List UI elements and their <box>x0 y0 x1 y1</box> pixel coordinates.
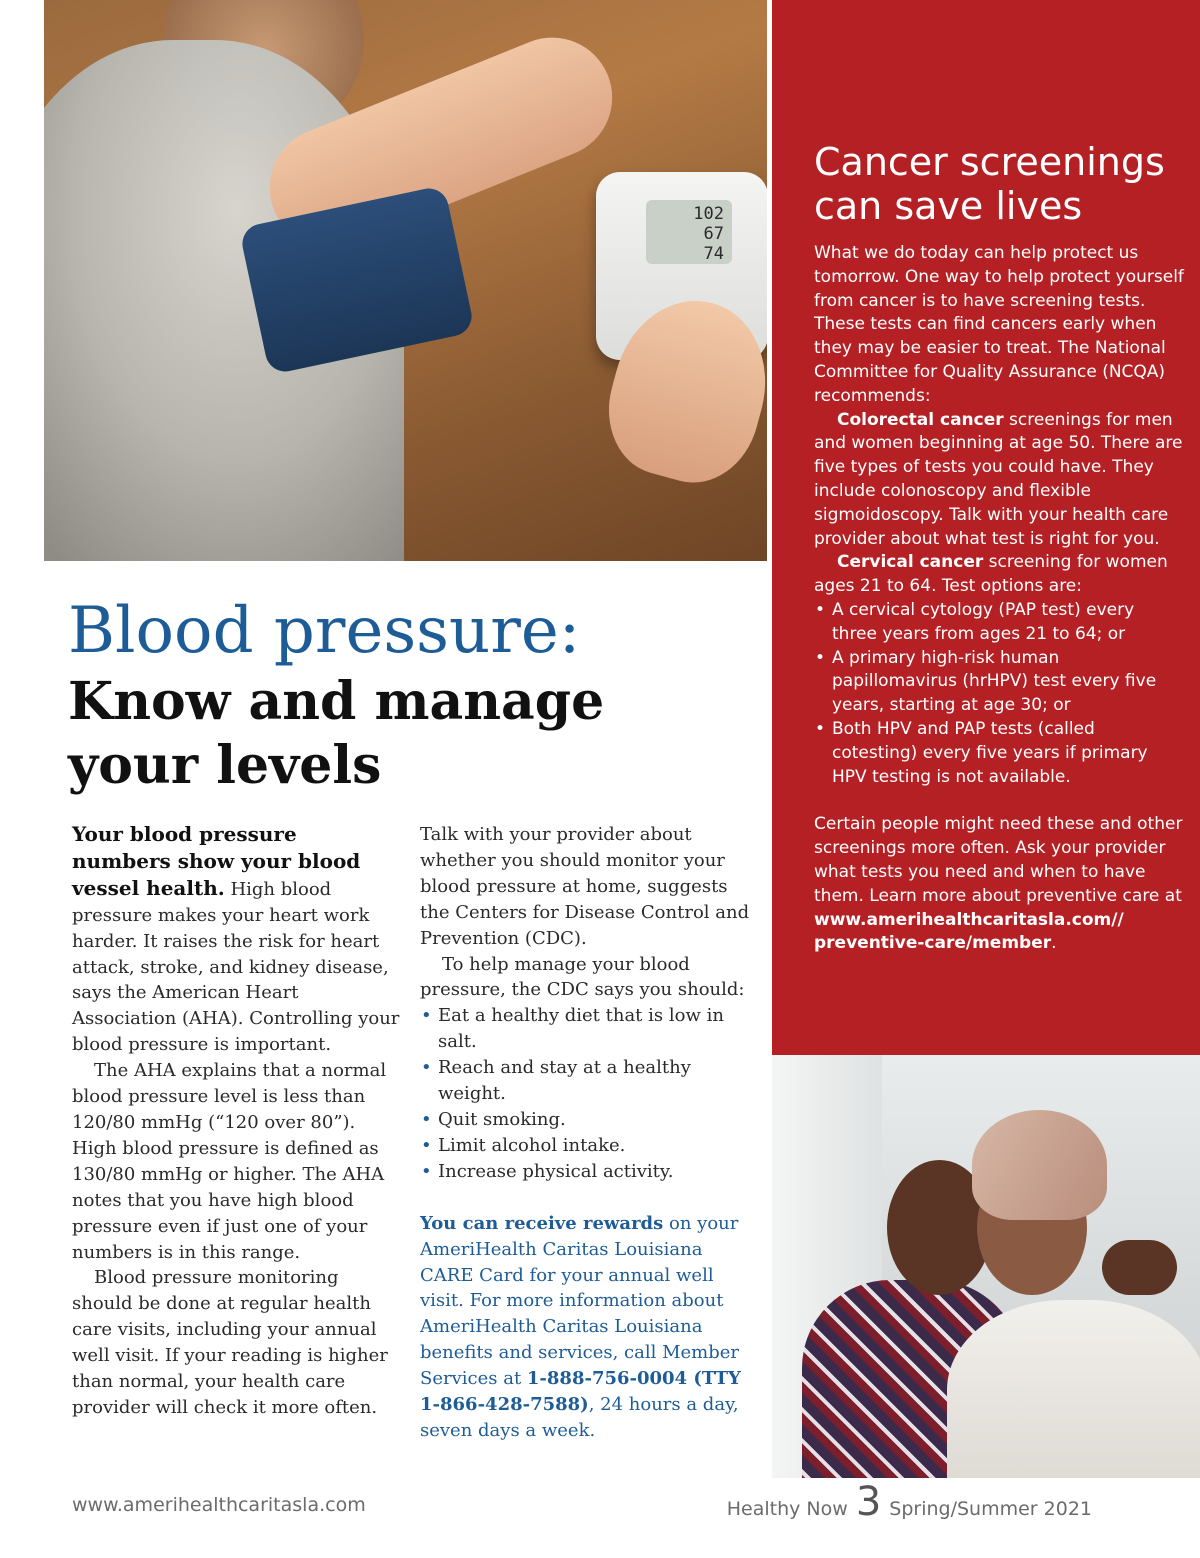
colorectal-heading: Colorectal cancer <box>837 409 1004 430</box>
article-headline <box>68 592 748 798</box>
article-title: Blood pressure: <box>68 594 581 668</box>
list-item: • Quit smoking. <box>420 1107 760 1133</box>
sidebar-closing <box>814 813 1184 956</box>
article-column-2 <box>420 822 760 1444</box>
list-item: • Both HPV and PAP tests (called cotesting) every five years if primary HPV testing is not available. <box>814 718 1184 789</box>
page-number: 3 <box>855 1479 882 1525</box>
rewards-text: on your AmeriHealth Caritas Louisiana CARE Card for your annual well visit. For more information about AmeriHealth Caritas Louisiana benefits and services, call Member Services at <box>420 1212 739 1390</box>
monitor-reading-diastolic: 67 <box>703 224 724 244</box>
cervical-heading: Cervical cancer <box>837 552 984 573</box>
list-item: • Eat a healthy diet that is low in salt. <box>420 1003 760 1055</box>
cervical-test-options-list <box>814 599 1184 789</box>
hand-on-shoulder <box>1102 1240 1177 1295</box>
list-item: • Increase physical activity. <box>420 1159 760 1185</box>
footer-website[interactable]: www.amerihealthcaritasla.com <box>72 1494 366 1516</box>
closing-text: Certain people might need these and other screenings more often. Ask your provider what tests you need and when to have them. Learn more about preventive care at <box>814 814 1183 906</box>
list-item: • Limit alcohol intake. <box>420 1133 760 1159</box>
list-item: • A primary high-risk human papillomavirus (hrHPV) test every five years, starting at age 30; or <box>814 647 1184 718</box>
closing-period: . <box>1051 933 1057 954</box>
white-sweater <box>947 1300 1200 1478</box>
article-column-1 <box>72 822 402 1421</box>
paragraph-5: To help manage your blood pressure, the CDC says you should: <box>420 953 745 1001</box>
issue-name: Spring/Summer 2021 <box>889 1498 1092 1520</box>
paragraph-4: Talk with your provider about whether you should monitor your blood pressure at home, suggests the Centers for Disease Control and Prevention (CDC). <box>420 824 750 949</box>
lead-sentence: Your blood pressure numbers show your blood vessel health. <box>72 822 361 900</box>
rewards-lead: You can receive rewards <box>420 1212 664 1234</box>
monitor-reading-systolic: 102 <box>693 204 724 224</box>
paragraph-3: Blood pressure monitoring should be done at regular health care visits, including your annual well visit. If your reading is higher than normal, your health care provider will check it more often. <box>72 1267 388 1418</box>
list-item: • A cervical cytology (PAP test) every three years from ages 21 to 64; or <box>814 599 1184 647</box>
sidebar-content <box>814 140 1184 956</box>
cervical-text: screening for women ages 21 to 64. Test options are: <box>814 552 1168 597</box>
sidebar-intro: What we do today can help protect us tomorrow. One way to help protect yourself from cancer is to have screening tests. These tests can find cancers early when they may be easier to treat. The National Committee for Quality Assurance (NCQA) recommends: <box>814 243 1184 406</box>
article-subtitle-line1: Know and manage <box>68 671 605 732</box>
preventive-care-link[interactable]: www.amerihealthcaritasla.com// preventive-care/member <box>814 909 1124 954</box>
member-services-phone[interactable]: 1-888-756-0004 (TTY 1-866-428-7588) <box>420 1368 741 1416</box>
paragraph-2: The AHA explains that a normal blood pressure level is less than 120/80 mmHg (“120 over 80”). High blood pressure is defined as 130/80 mmHg or higher. The AHA notes that you have high blood pressure even if just one of your numbers is in this range. <box>72 1060 387 1263</box>
cervical-paragraph <box>814 551 1184 599</box>
publication-name: Healthy Now <box>726 1498 848 1520</box>
lead-rest: High blood pressure makes your heart work harder. It raises the risk for heart attack, stroke, and kidney disease, says the American Heart Association (AHA). Controlling your blood pressure is important. <box>72 878 400 1056</box>
colorectal-text: screenings for men and women beginning at age 50. There are five types of tests you could have. They include colonoscopy and flexible sigmoidoscopy. Talk with your health care provider about what test is right for you. <box>814 409 1183 549</box>
rewards-hours: , 24 hours a day, seven days a week. <box>420 1394 739 1441</box>
sidebar-title: Cancer screenings can save lives <box>814 140 1165 228</box>
head-scarf <box>972 1110 1107 1220</box>
cdc-tips-list <box>420 1003 760 1184</box>
list-item: • Reach and stay at a healthy weight. <box>420 1055 760 1107</box>
paragraph-1 <box>72 822 402 1058</box>
blood-pressure-photo <box>44 0 767 561</box>
article-subtitle-line2: your levels <box>68 735 382 796</box>
women-embracing-photo <box>772 1055 1200 1478</box>
monitor-screen <box>646 200 732 264</box>
colorectal-paragraph <box>814 409 1184 552</box>
footer-issue-info <box>726 1479 1092 1525</box>
rewards-paragraph <box>420 1211 760 1444</box>
cancer-screening-sidebar <box>772 0 1200 1055</box>
monitor-reading-pulse: 74 <box>703 244 724 264</box>
